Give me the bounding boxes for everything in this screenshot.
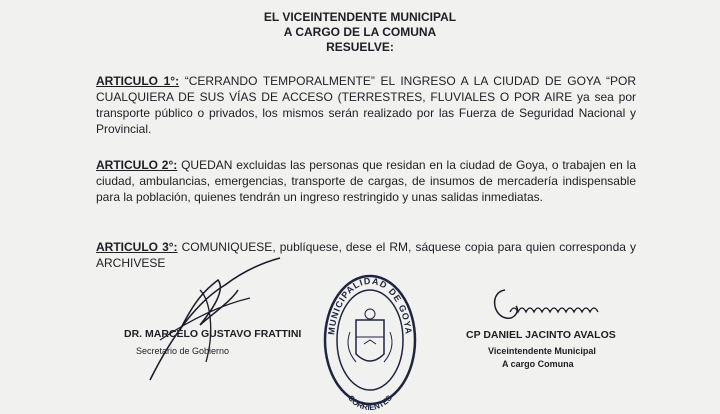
article-3-label: ARTICULO 3°: [96,240,178,254]
article-2-text: QUEDAN excluidas las personas que residan en la ciudad de Goya, o trabajen en la ciudad, ambulancias, emergencias, transporte de cargas, de insumos de mercadería indispensable para la población, quienes tendrán un ingreso restringido y unas salidas inmediatas. [96,158,637,204]
header-line-3: RESUELVE: [326,40,394,54]
svg-text:MUNICIPALIDAD DE GOYA [326,276,414,336]
left-signatory-role: Secretario de Gobierno [136,346,230,356]
right-signatory-name: CP DANIEL JACINTO AVALOS [466,329,616,341]
article-2-label: ARTICULO 2°: [96,158,178,172]
header-line-2: A CARGO DE LA COMUNA [283,25,437,39]
right-signatory-role-2: A cargo Comuna [502,359,574,369]
article-1 [96,73,636,137]
article-1-text: “CERRANDO TEMPORALMENTE” EL INGRESO A LA CIUDAD DE GOYA “POR CUALQUIERA DE SUS VÍAS DE ACCESO (TERRESTRES, FLUVIALES O POR AIRE ya sea por transporte público o privados, los mismos serán realizado por las Fuerza de Seguridad Nacional y Provincial. [96,74,637,136]
municipal-seal [320,270,420,413]
left-signatory-name: DR. MARCELO GUSTAVO FRATTINI [124,328,302,340]
coat-of-arms-icon [348,309,392,362]
article-3-text: COMUNIQUESE, publíquese, dese el RM, sáquese copia para quien corresponda y ARCHIVESE [96,240,637,270]
svg-text:CORRIENTES [346,393,394,412]
article-2 [96,157,636,205]
article-3 [96,239,636,271]
right-signatory-role-1: Viceintendente Municipal [488,346,596,356]
seal-top-text: MUNICIPALIDAD DE GOYA [326,275,414,336]
header-line-1: EL VICEINTENDENTE MUNICIPAL [263,10,457,24]
resolution-header [0,10,720,55]
article-1-label: ARTICULO 1°: [96,74,180,88]
seal-bottom-text: CORRIENTES [346,393,394,413]
